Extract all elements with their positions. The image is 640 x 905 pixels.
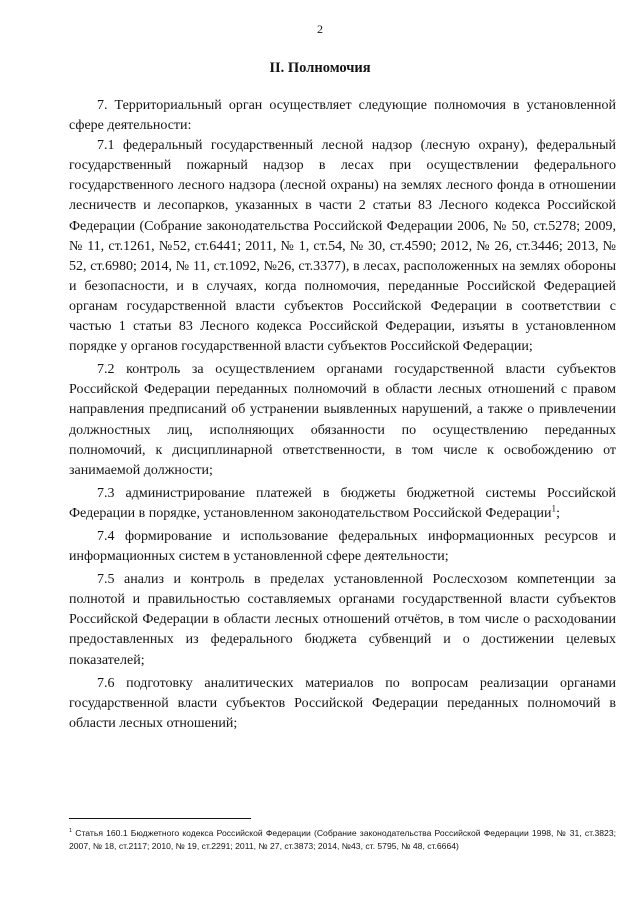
footnote-mark: 1 — [69, 828, 73, 835]
paragraph-7: 7. Территориальный орган осуществляет следующие полномочия в установленной сфере деятельности: — [69, 98, 616, 134]
footnote-reference[interactable]: 1 — [551, 503, 557, 514]
section-title: II. Полномочия — [269, 60, 371, 76]
paragraph-7-4: 7.4 формирование и использование федеральных информационных ресурсов и информационных систем в установленной сфере деятельности; — [69, 528, 616, 565]
paragraph-7-2: 7.2 контроль за осуществлением органами государственной власти субъектов Российской Федерации переданных полномочий в области лесных отношений с правом направления предписаний об устранении выявленных нарушений, а также о привлечении должностных лиц, исполняющих обязанности по осуществлению переданных полномочий, к дисциплинарной ответственности, в том числе к освобождению от занимаемой должности; — [69, 362, 616, 478]
footnote-text: Статья 160.1 Бюджетного кодекса Российской Федерации (Собрание законодательства Российской Федерации 1998, № 31, ст.3823; 2007, № 18, ст.2117; 2010, № 19, ст.2291; 2011, № 27, ст.3873; 2014, №43, ст. 5795, № 48, ст.6664) — [69, 828, 616, 851]
paragraph-7-5: 7.5 анализ и контроль в пределах установленной Рослесхозом компетенции за полнотой и правильностью составляемых органами государственной власти субъектов Российской Федерации в области лесных отношений отчётов, в том числе о расходовании предоставленных из федерального бюджета субвенций и о достижении целевых показателей; — [69, 572, 616, 668]
paragraph-7-3 — [69, 484, 616, 524]
paragraph-7-1: 7.1 федеральный государственный лесной надзор (лесную охрану), федеральный государственный пожарный надзор в лесах при осуществлении федерального государственного лесного надзора (лесной охраны) на землях лесного фонда в отношении лесничеств и лесопарков, указанных в части 2 статьи 83 Лесного кодекса Российской Федерации (Собрание законодательства Российской Федерации 2006, № 50, ст.5278; 2009, № 11, ст.1261, №52, ст.6441; 2011, № 1, ст.54, № 30, ст.4590; 2012, № 26, ст.3446; 2013, № 52, ст.6980; 2014, № 11, ст.1092, №26, ст.3377), в лесах, расположенных на землях обороны и безопасности, и в случаях, когда полномочия, переданные Российской Федерацией органам государственной власти субъектов Российской Федерации в соответствии с частью 1 статьи 83 Лесного кодекса Российской Федерации, изъяты в установленном порядке у органов государственной власти субъектов Российской Федерации; — [69, 138, 616, 355]
page-number: 2 — [317, 22, 323, 36]
footnote — [69, 827, 616, 852]
paragraph-7-3-end: ; — [556, 505, 560, 521]
document-body — [69, 96, 616, 737]
paragraph-7-3-text: 7.3 администрирование платежей в бюджеты бюджетной системы Российской Федерации в порядке, установленном законодательством Российской Федерации — [69, 485, 616, 521]
footnote-divider — [69, 818, 251, 819]
paragraph-7-6: 7.6 подготовку аналитических материалов по вопросам реализации органами государственной власти субъектов Российской Федерации переданных полномочий в области лесных отношений; — [69, 675, 616, 731]
